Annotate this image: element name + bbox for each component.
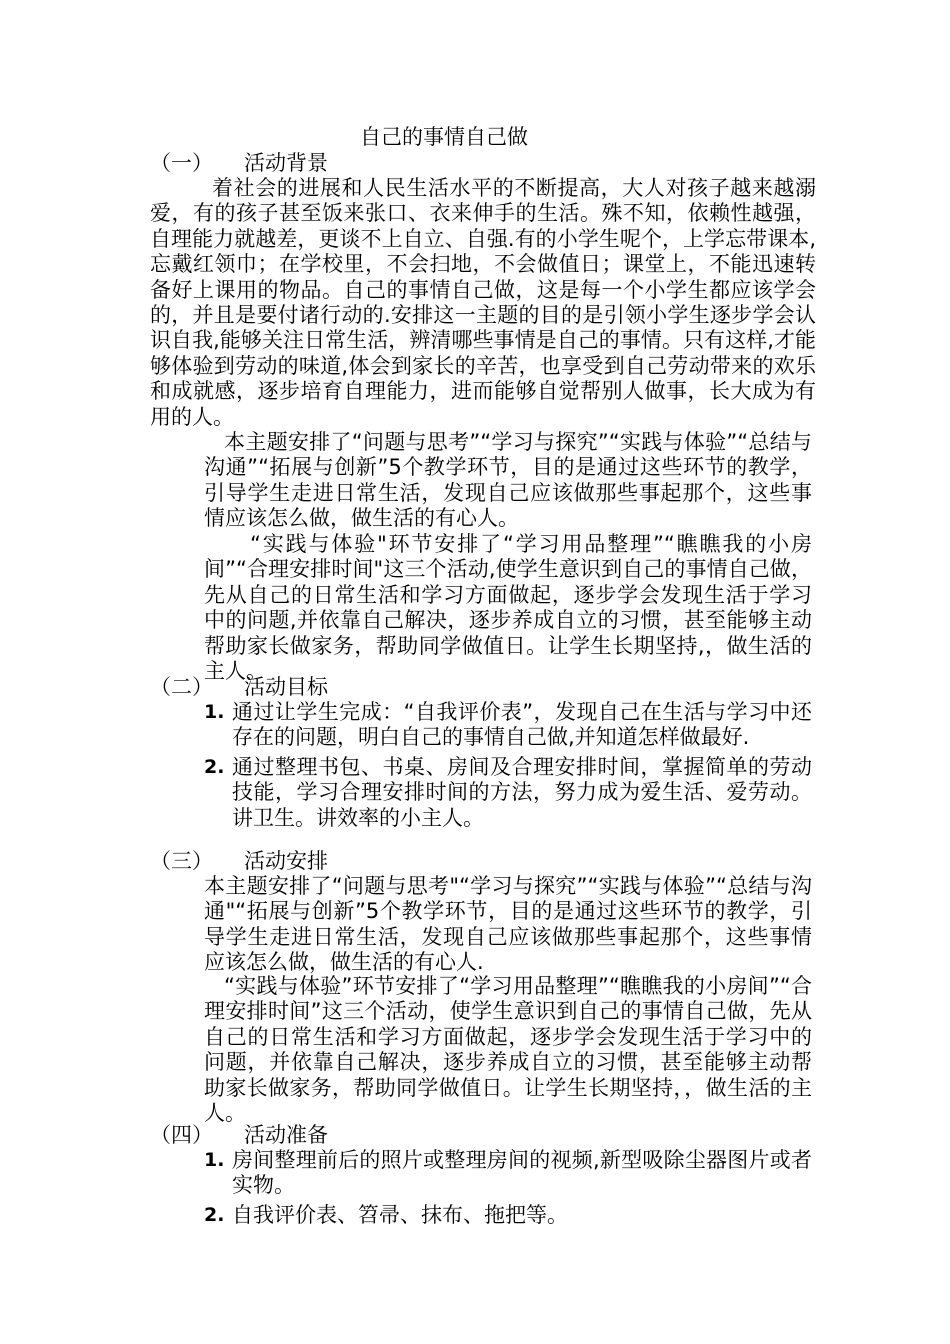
list-marker: 1.: [204, 701, 225, 723]
background-paragraph-3: “实践与体验"环节安排了“学习用品整理”“瞧瞧我的小房间”“合理安排时间"这三个活动,使学生意识到自己的事情自己做，先从自己的日常生活和学习方面做起，逐步学会发现生活于学习中的问题,并依靠自己解决，逐步养成自立的习惯，甚至能够主动帮助家长做家务，帮助同学做值日。让学生长期坚持,，做生活的主人。: [204, 532, 812, 684]
list-item: [204, 700, 812, 751]
section-number: （三）: [150, 849, 213, 873]
list-item: [204, 755, 812, 831]
list-item: [204, 1148, 812, 1199]
section-name: 活动背景: [244, 151, 328, 175]
list-item-text: 房间整理前后的照片或整理房间的视频,新型吸除尘器图片或者实物。: [232, 1148, 812, 1198]
section-heading-preparation: [150, 1122, 328, 1148]
list-item: [204, 1203, 812, 1228]
document-title: 自己的事情自己做: [360, 125, 528, 149]
goals-list: [204, 700, 812, 835]
preparation-list: [204, 1148, 812, 1232]
background-paragraph-2: 本主题安排了“问题与思考”“学习与探究”“实践与体验”“总结与沟通”“拓展与创新”5个教学环节，目的是通过这些环节的教学，引导学生走进日常生活，发现自己应该做那些事起那个，这些事情应该怎么做，做生活的有心人。: [204, 430, 812, 531]
section-name: 活动准备: [244, 1123, 328, 1147]
list-marker: 2.: [204, 1203, 225, 1226]
background-paragraph-1: 着社会的进展和人民生活水平的不断提高，大人对孩子越来越溺爱，有的孩子甚至饭来张口、衣来伸手的生活。殊不知，依赖性越强，自理能力就越差，更谈不上自立、自强.有的小学生呢个，上学忘带课本,忘戴红领巾；在学校里，不会扫地，不会做值日；课堂上，不能迅速转备好上课用的物品。自己的事情自己做，这是每一个小学生都应该学会的，并且是要付诸行动的.安排这一主题的目的是引领小学生逐步学会认识自我,能够关注日常生活，辨清哪些事情是自己的事情。只有这样,才能够体验到劳动的味道,体会到家长的辛苦，也享受到自己劳动带来的欢乐和成就感，逐步培育自理能力，进而能够自觉帮别人做事，长大成为有用的人。: [150, 176, 816, 429]
section-number: （四）: [150, 1123, 213, 1147]
list-marker: 1.: [204, 1149, 225, 1171]
list-marker: 2.: [204, 755, 225, 778]
list-item-text: 通过让学生完成：“自我评价表”，发现自己在生活与学习中还存在的问题，明白自己的事情自己做,并知道怎样做最好.: [232, 700, 812, 750]
section-number: （一）: [150, 151, 213, 175]
arrangement-paragraph-2: “实践与体验”环节安排了“学习用品整理”“瞧瞧我的小房间”“合理安排时间”这三个活动，使学生意识到自己的事情自己做，先从自己的日常生活和学习方面做起，逐步学会发现生活于学习中的问题，并依靠自己解决，逐步养成自立的习惯，甚至能够主动帮助家长做家务，帮助同学做值日。让学生长期坚持，，做生活的主人。: [204, 974, 812, 1126]
section-heading-goals: [150, 674, 328, 700]
section-name: 活动目标: [244, 675, 328, 699]
section-heading-arrangement: [150, 848, 328, 874]
list-item-text: 通过整理书包、书桌、房间及合理安排时间，掌握简单的劳动技能，学习合理安排时间的方法，努力成为爱生活、爱劳动。讲卫生。讲效率的小主人。: [232, 754, 812, 830]
list-item-text: 自我评价表、笤帚、抹布、拖把等。: [232, 1202, 568, 1227]
arrangement-paragraph-1: 本主题安排了“问题与思考"“学习与探究”“实践与体验”“总结与沟通"“拓展与创新”5个教学环节，目的是通过这些环节的教学，引导学生走进日常生活，发现自己应该做那些事起那个，这些事情应该怎么做，做生活的有心人.: [204, 874, 812, 975]
section-heading-background: [150, 150, 328, 176]
section-name: 活动安排: [244, 849, 328, 873]
section-number: （二）: [150, 675, 213, 699]
